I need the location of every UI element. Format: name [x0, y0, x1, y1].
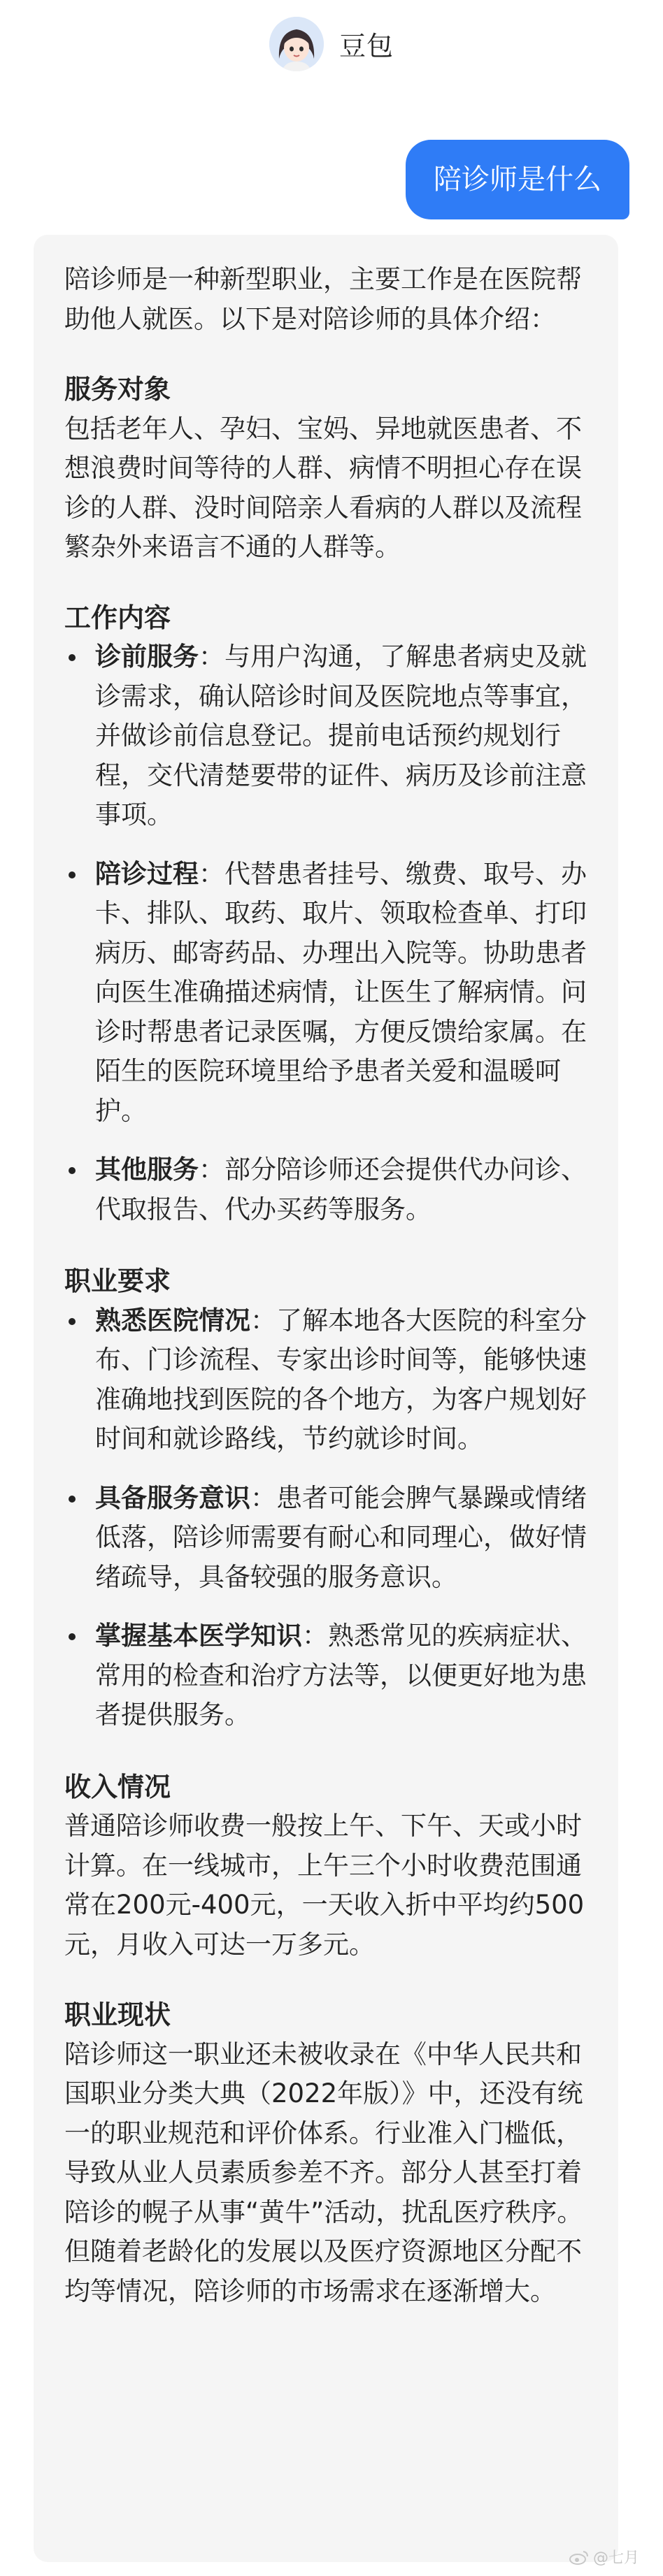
list-item-text: ：与用户沟通，了解患者病史及就诊需求，确认陪诊时间及医院地点等事宜，并做诊前信息登记。提前电话预约规划行程，交代清楚要带的证件、病历及诊前注意事项。	[95, 642, 587, 830]
list-item-text: ：部分陪诊师还会提供代办问诊、代取报告、代办买药等服务。	[95, 1155, 587, 1224]
reply-intro: 陪诊师是一种新型职业，主要工作是在医院帮助他人就医。以下是对陪诊师的具体介绍：	[64, 264, 582, 334]
list-item	[64, 637, 587, 835]
watermark	[569, 2546, 639, 2568]
list-item	[64, 855, 587, 1131]
section-title-requirements: 职业要求	[64, 1266, 171, 1296]
chat-header	[0, 0, 663, 87]
list-item	[64, 1479, 587, 1598]
list-item-term: 陪诊过程	[95, 858, 199, 889]
app-title: 豆包	[338, 31, 394, 61]
income-text: 普通陪诊师收费一般按上午、下午、天或小时计算。在一线城市，上午三个小时收费范围通常在200元-400元，一天收入折中平均约500元，月收入可达一万多元。	[64, 1811, 585, 1960]
list-item-text: ：熟悉常见的疾病症状、常用的检查和治疗方法等，以便更好地为患者提供服务。	[95, 1621, 587, 1730]
section-title-service-targets: 服务对象	[64, 374, 171, 405]
bullet-dot-icon	[69, 1318, 76, 1325]
section-title-status: 职业现状	[64, 1999, 171, 2030]
requirements-list	[64, 1301, 587, 1735]
list-item-term: 熟悉医院情况	[95, 1305, 250, 1336]
weibo-logo-icon	[569, 2549, 589, 2565]
list-item-term: 具备服务意识	[95, 1482, 250, 1513]
status-text: 陪诊师这一职业还未被收录在《中华人民共和国职业分类大典（2022年版）》中，还没有统一的职业规范和评价体系。行业准入门槛低，导致从业人员素质参差不齐。部分人甚至打着陪诊的幌子从事“黄牛”活动，扰乱医疗秩序。但随着老龄化的发展以及医疗资源地区分配不均等情况，陪诊师的市场需求在逐渐增大。	[64, 2039, 583, 2306]
avatar[interactable]	[269, 17, 324, 71]
watermark-text: @七月	[592, 2549, 639, 2567]
list-item	[64, 1301, 587, 1459]
list-item-text: ：代替患者挂号、缴费、取号、办卡、排队、取药、取片、领取检查单、打印病历、邮寄药品、办理出入院等。协助患者向医生准确描述病情，让医生了解病情。问诊时帮患者记录医嘱，方便反馈给家属。在陌生的医院环境里给予患者关爱和温暖呵护。	[95, 858, 587, 1126]
list-item-term: 掌握基本医学知识	[95, 1621, 302, 1651]
assistant-reply-card[interactable]	[34, 235, 618, 2562]
list-item-text: ：了解本地各大医院的科室分布、门诊流程、专家出诊时间等，能够快速准确地找到医院的各个地方，为客户规划好时间和就诊路线，节约就诊时间。	[95, 1305, 587, 1454]
list-item-term: 诊前服务	[95, 642, 199, 672]
user-message-bubble[interactable]: 陪诊师是什么	[406, 140, 629, 219]
list-item	[64, 1616, 587, 1735]
list-item	[64, 1150, 587, 1229]
bullet-dot-icon	[69, 1496, 76, 1503]
list-item-text: ：患者可能会脾气暴躁或情绪低落，陪诊师需要有耐心和同理心，做好情绪疏导，具备较强的服务意识。	[95, 1482, 587, 1592]
work-content-list	[64, 637, 587, 1229]
section-title-work-content: 工作内容	[64, 602, 171, 633]
bullet-dot-icon	[69, 1167, 76, 1174]
bullet-dot-icon	[69, 1633, 76, 1640]
bullet-dot-icon	[69, 654, 76, 661]
bullet-dot-icon	[69, 871, 76, 878]
avatar-girl-icon	[269, 17, 324, 71]
list-item-term: 其他服务	[95, 1155, 199, 1185]
service-targets-text: 包括老年人、孕妇、宝妈、异地就医患者、不想浪费时间等待的人群、病情不明担心存在误诊的人群、没时间陪亲人看病的人群以及流程繁杂外来语言不通的人群等。	[64, 413, 582, 562]
section-title-income: 收入情况	[64, 1771, 171, 1802]
